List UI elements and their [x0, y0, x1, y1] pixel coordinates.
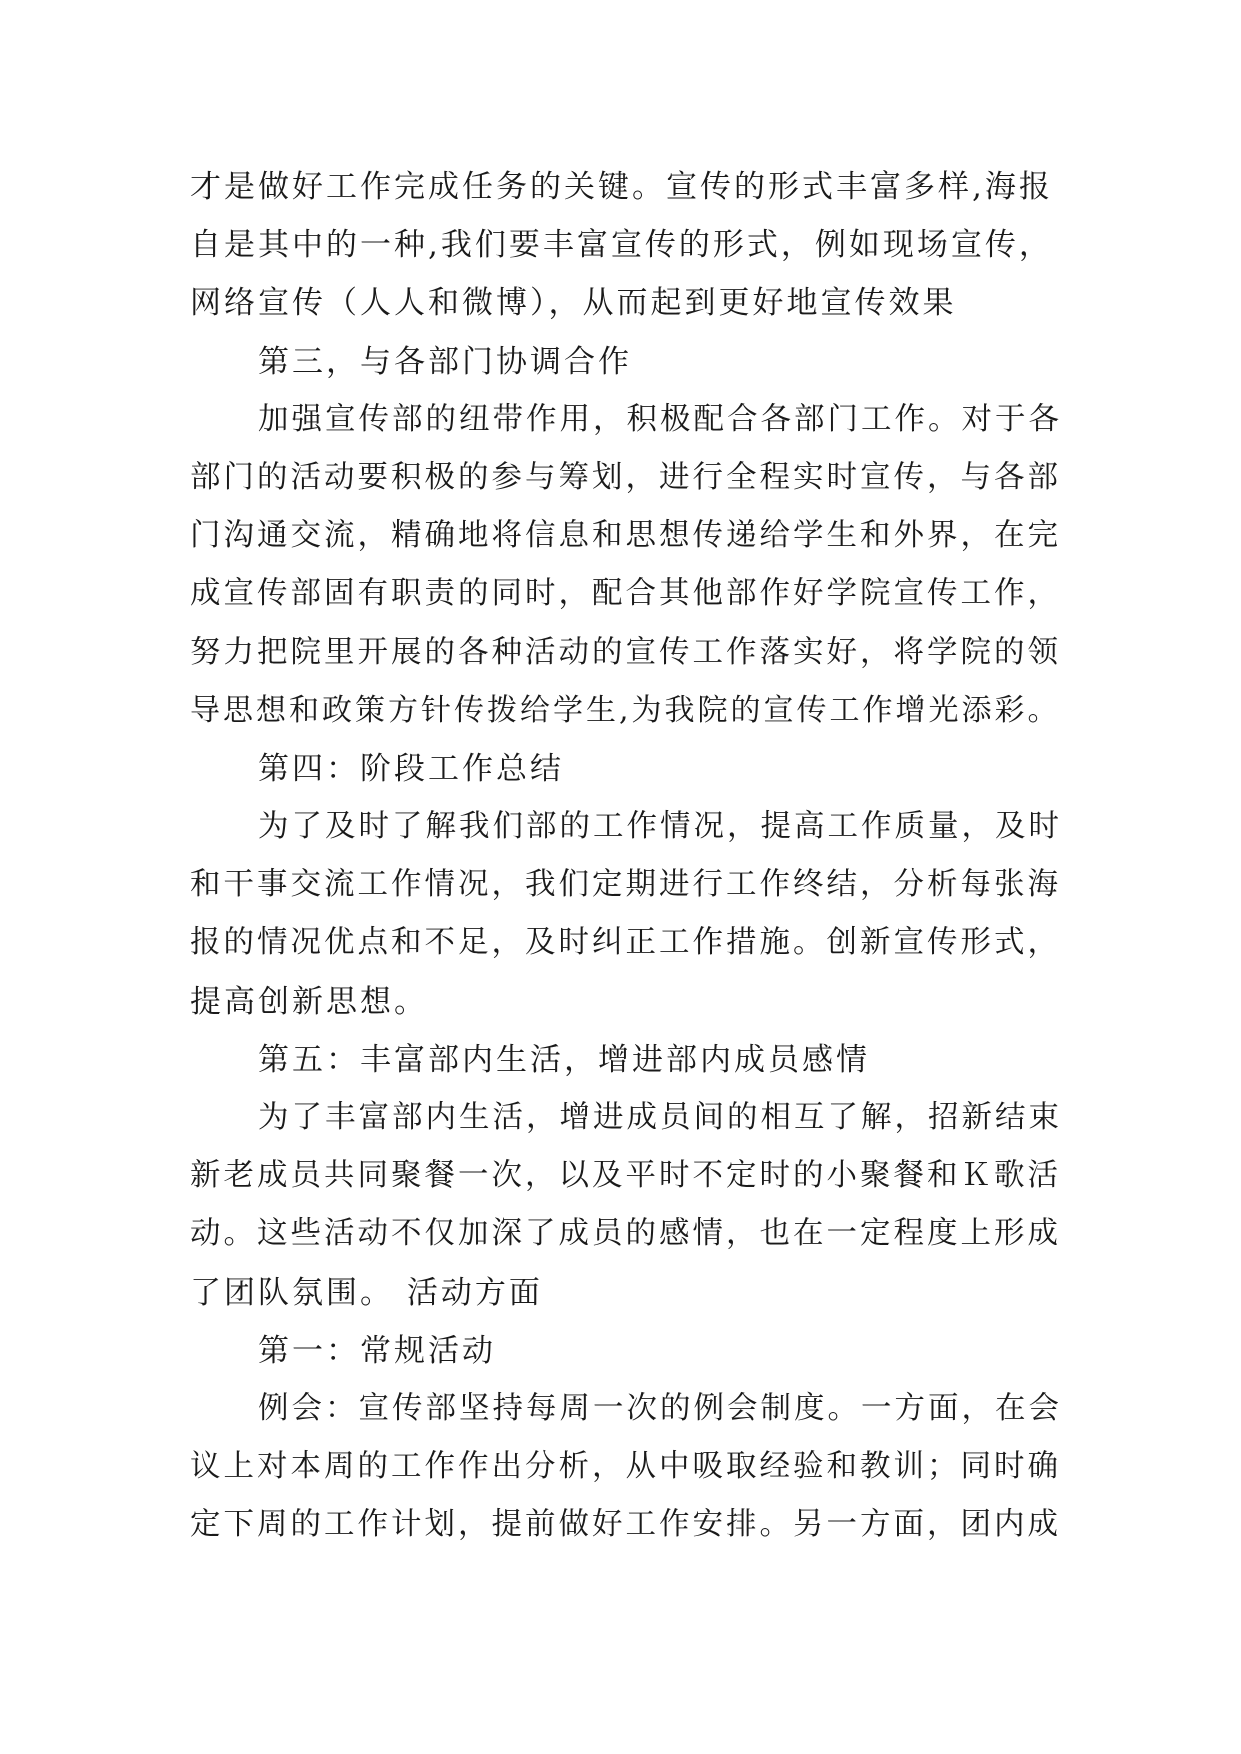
text-line: 和干事交流工作情况，我们定期进行工作终结，分析每张海: [190, 867, 1061, 903]
text-line: 了团队氛围。 活动方面: [190, 1274, 543, 1311]
text-line: 议上对本周的工作作出分析，从中吸取经验和教训；同时确: [190, 1449, 1061, 1485]
text-line: 自是其中的一种,我们要丰富宣传的形式，例如现场宣传，: [190, 227, 1053, 264]
text-line: 提高创新思想。: [190, 983, 428, 1020]
text-line: 门沟通交流，精确地将信息和思想传递给学生和外界，在完: [190, 518, 1061, 554]
section-heading: 第三，与各部门协调合作: [258, 343, 632, 380]
text-line: 新老成员共同聚餐一次，以及平时不定时的小聚餐和Ｋ歌活: [190, 1158, 1061, 1194]
text-line: 动。这些活动不仅加深了成员的感情，也在一定程度上形成: [190, 1216, 1061, 1252]
paragraph-start: 为了及时了解我们部的工作情况，提高工作质量，及时: [258, 809, 1062, 845]
text-line: 报的情况优点和不足，及时纠正工作措施。创新宣传形式，: [190, 925, 1061, 961]
paragraph-start: 为了丰富部内生活，增进成员间的相互了解，招新结束: [258, 1100, 1062, 1135]
document-body: [190, 158, 1070, 1555]
section-heading: 第四：阶段工作总结: [258, 750, 564, 787]
text-line: 导思想和政策方针传拨给学生,为我院的宣传工作增光添彩。: [190, 692, 1061, 728]
paragraph-start: 例会：宣传部坚持每周一次的例会制度。一方面，在会: [258, 1390, 1062, 1426]
text-line: 才是做好工作完成任务的关键。宣传的形式丰富多样,海报: [190, 169, 1053, 205]
text-line: 成宣传部固有职责的同时，配合其他部作好学院宣传工作，: [190, 576, 1061, 612]
text-line: 定下周的工作计划，提前做好工作安排。另一方面，团内成: [190, 1507, 1061, 1543]
text-line: 网络宣传（人人和微博），从而起到更好地宣传效果: [190, 285, 957, 322]
paragraph-start: 加强宣传部的纽带作用，积极配合各部门工作。对于各: [258, 401, 1062, 437]
text-line: 努力把院里开展的各种活动的宣传工作落实好，将学院的领: [190, 634, 1061, 670]
section-heading: 第一：常规活动: [258, 1332, 496, 1369]
text-line: 部门的活动要积极的参与筹划，进行全程实时宣传，与各部: [190, 459, 1061, 495]
section-heading: 第五：丰富部内生活，增进部内成员感情: [258, 1041, 870, 1078]
